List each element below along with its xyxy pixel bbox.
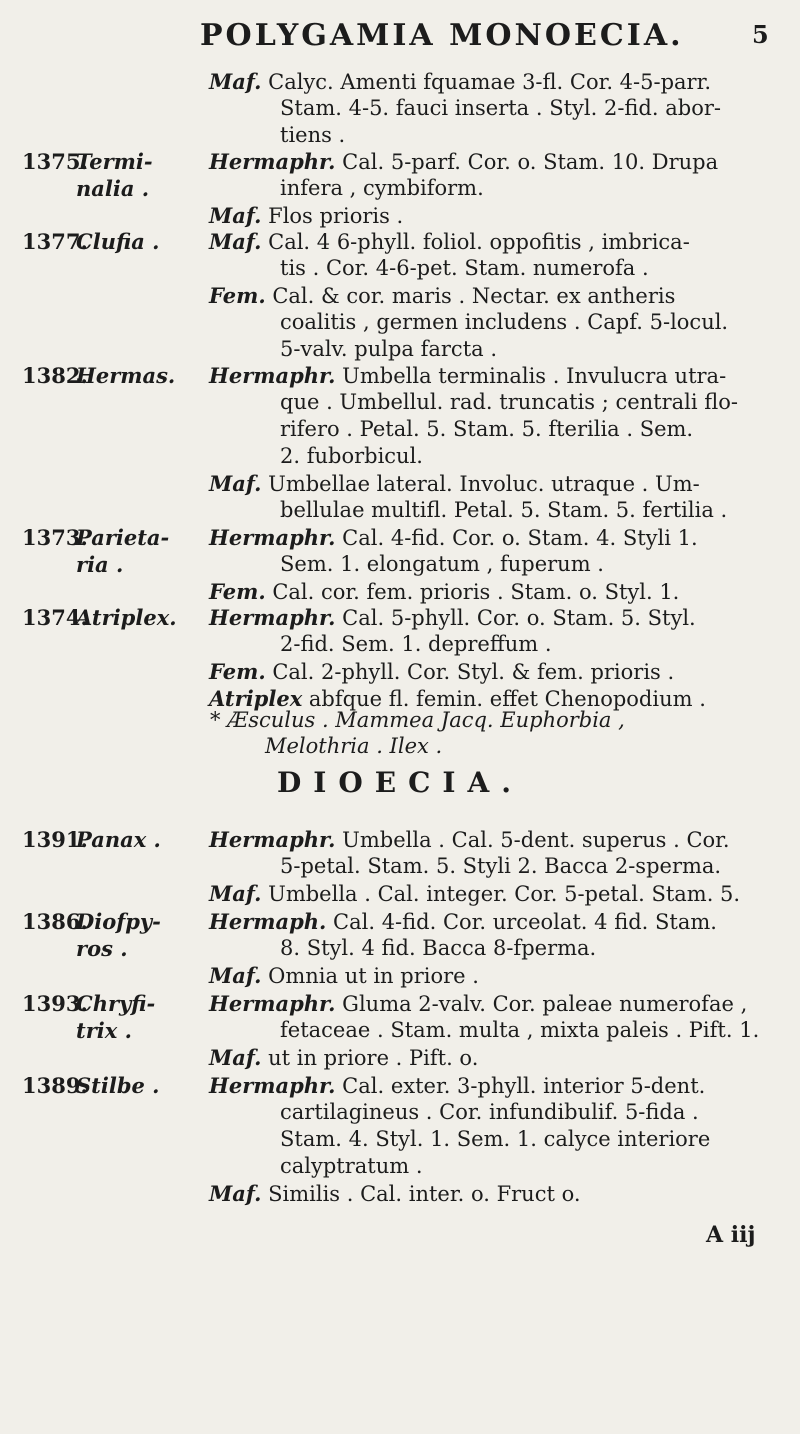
description-text: Stam. 4. Styl. 1. Sem. 1. calyce interiore <box>280 1127 711 1151</box>
flower-type-label: Fem. <box>209 659 266 684</box>
description-line <box>209 148 718 176</box>
flower-type-label: Fem. <box>209 283 266 308</box>
description-text: Cal. 5-phyll. Cor. o. Stam. 5. Styl. <box>335 606 696 630</box>
description-line <box>209 228 690 256</box>
flower-type-label: Hermaphr. <box>209 1073 336 1098</box>
description-text: Cal. 4-fid. Cor. o. Stam. 4. Styli 1. <box>335 526 698 550</box>
description-text: que . Umbellul. rad. truncatis ; centrali flo- <box>280 390 739 414</box>
description-line <box>209 202 403 230</box>
description-text: bellulae multifl. Petal. 5. Stam. 5. fertilia . <box>280 498 728 522</box>
genus-name-continued: nalia . <box>76 176 150 201</box>
description-text: Cal. 4-fid. Cor. urceolat. 4 fid. Stam. <box>326 910 717 934</box>
description-text: Similis . Cal. inter. o. Fruct o. <box>261 1182 581 1206</box>
entry-number: 1375. <box>22 149 88 174</box>
entry-number: 1374. <box>22 605 88 630</box>
flower-type-label: Hermaphr. <box>209 827 336 852</box>
description-text: fetaceae . Stam. multa , mixta paleis . Pift. 1. <box>280 1018 760 1042</box>
description-text: coalitis , germen includens . Capf. 5-locul. <box>280 310 729 334</box>
description-line <box>280 336 497 363</box>
description-text: Flos prioris . <box>261 204 404 228</box>
flower-type-label: Atriplex <box>209 686 303 711</box>
description-line <box>209 658 674 686</box>
description-line <box>209 1072 705 1100</box>
description-line <box>209 1180 581 1208</box>
description-text: Umbella . Cal. integer. Cor. 5-petal. Stam. 5. <box>261 882 741 906</box>
genus-name: Panax . <box>76 827 161 852</box>
page-header <box>0 18 800 58</box>
genus-name: Diofpy- <box>76 909 161 934</box>
description-text: abfque fl. femin. effet Chenopodium . <box>302 687 706 711</box>
flower-type-label: Maf. <box>209 963 262 988</box>
entry-number: 1373. <box>22 525 88 550</box>
description-line <box>280 497 727 524</box>
entry-number: 1377. <box>22 229 88 254</box>
description-line <box>209 908 717 936</box>
description-text: 8. Styl. 4 fid. Bacca 8-fperma. <box>280 936 597 960</box>
description-text: Cal. 5-parf. Cor. o. Stam. 10. Drupa <box>335 150 719 174</box>
description-text: tis . Cor. 4-6-pet. Stam. numerofa . <box>280 256 649 280</box>
description-line <box>209 362 726 390</box>
flower-type-label: Hermaphr. <box>209 991 336 1016</box>
description-line <box>209 826 730 854</box>
description-text: Gluma 2-valv. Cor. paleae numerofae , <box>335 992 748 1016</box>
entry-number: 1386. <box>22 909 88 934</box>
genus-name: Clufia . <box>76 229 160 254</box>
description-line <box>280 95 721 122</box>
footnote-line-2: Melothria . Ilex . <box>265 734 443 758</box>
description-text: rifero . Petal. 5. Stam. 5. fterilia . Sem. <box>280 417 694 441</box>
flower-type-label: Fem. <box>209 579 266 604</box>
flower-type-label: Maf. <box>209 203 262 228</box>
description-text: Stam. 4-5. fauci inserta . Styl. 2-fid. abor- <box>280 96 721 120</box>
flower-type-label: Hermaphr. <box>209 605 336 630</box>
description-text: ut in priore . Pift. o. <box>261 1046 479 1070</box>
entry-number: 1393. <box>22 991 88 1016</box>
genus-name: Parieta- <box>76 525 170 550</box>
description-text: Umbella . Cal. 5-dent. superus . Cor. <box>335 828 730 852</box>
flower-type-label: Maf. <box>209 1181 262 1206</box>
description-line <box>209 1044 478 1072</box>
description-line <box>280 1099 699 1126</box>
description-line <box>280 1126 710 1153</box>
description-line <box>209 880 740 908</box>
flower-type-label: Maf. <box>209 881 262 906</box>
description-line <box>209 68 711 96</box>
description-text: Calyc. Amenti fquamae 3-fl. Cor. 4-5-parr. <box>261 70 711 94</box>
description-text: Cal. cor. fem. prioris . Stam. o. Styl. 1. <box>265 580 680 604</box>
description-text: Cal. 2-phyll. Cor. Styl. & fem. prioris . <box>265 660 675 684</box>
description-line <box>280 309 728 336</box>
description-line <box>209 282 675 310</box>
description-line <box>280 1017 759 1044</box>
footnote-line-1: * Æsculus . Mammea Jacq. Euphorbia , <box>210 708 625 732</box>
description-line <box>280 255 649 282</box>
description-text: Cal. exter. 3-phyll. interior 5-dent. <box>335 1074 706 1098</box>
genus-name: Hermas. <box>76 363 176 388</box>
description-line <box>280 389 738 416</box>
flower-type-label: Maf. <box>209 229 262 254</box>
description-line <box>280 443 423 470</box>
description-text: 2-fid. Sem. 1. depreffum . <box>280 632 552 656</box>
description-line <box>280 935 596 962</box>
genus-name: Chryfi- <box>76 991 156 1016</box>
description-text: tiens . <box>280 123 346 147</box>
running-title: POLYGAMIA MONOECIA. <box>200 18 684 53</box>
flower-type-label: Hermaphr. <box>209 525 336 550</box>
flower-type-label: Maf. <box>209 1045 262 1070</box>
genus-name-continued: ria . <box>76 552 124 577</box>
description-line <box>209 604 696 632</box>
genus-name: Atriplex. <box>76 605 177 630</box>
description-line <box>280 551 604 578</box>
description-text: 5-valv. pulpa farcta . <box>280 337 498 361</box>
flower-type-label: Maf. <box>209 69 262 94</box>
flower-type-label: Hermaphr. <box>209 363 336 388</box>
description-text: infera , cymbiform. <box>280 176 484 200</box>
genus-name: Termi- <box>76 149 153 174</box>
description-line <box>280 1153 423 1180</box>
description-line <box>209 578 679 606</box>
genus-name: Stilbe . <box>76 1073 160 1098</box>
description-text: 5-petal. Stam. 5. Styli 2. Bacca 2-sperma. <box>280 854 722 878</box>
flower-type-label: Hermaphr. <box>209 149 336 174</box>
description-text: Umbellae lateral. Involuc. utraque . Um- <box>261 472 700 496</box>
description-line <box>209 990 747 1018</box>
description-line <box>280 631 552 658</box>
description-text: 2. fuborbicul. <box>280 444 423 468</box>
genus-name-continued: ros . <box>76 936 128 961</box>
flower-type-label: Maf. <box>209 471 262 496</box>
entry-number: 1382. <box>22 363 88 388</box>
description-text: cartilagineus . Cor. infundibulif. 5-fida . <box>280 1100 699 1124</box>
description-line <box>209 524 698 552</box>
description-line <box>209 962 479 990</box>
description-text: calyptratum . <box>280 1154 423 1178</box>
genus-name-continued: trix . <box>76 1018 132 1043</box>
description-line <box>280 853 721 880</box>
description-text: Cal. & cor. maris . Nectar. ex antheris <box>265 284 676 308</box>
description-line <box>280 416 693 443</box>
description-text: Cal. 4 6-phyll. foliol. oppofitis , imbrica- <box>261 230 690 254</box>
page-number: 5 <box>752 20 769 49</box>
description-line <box>280 122 345 149</box>
entry-number: 1389. <box>22 1073 88 1098</box>
description-text: Omnia ut in priore . <box>261 964 479 988</box>
signature-mark: A iij <box>706 1222 756 1248</box>
section-heading: DIOECIA. <box>277 766 523 799</box>
entry-number: 1391. <box>22 827 88 852</box>
flower-type-label: Hermaph. <box>209 909 327 934</box>
description-text: Umbella terminalis . Invulucra utra- <box>335 364 727 388</box>
description-line <box>209 470 700 498</box>
description-text: Sem. 1. elongatum , fuperum . <box>280 552 604 576</box>
description-line <box>280 175 484 202</box>
